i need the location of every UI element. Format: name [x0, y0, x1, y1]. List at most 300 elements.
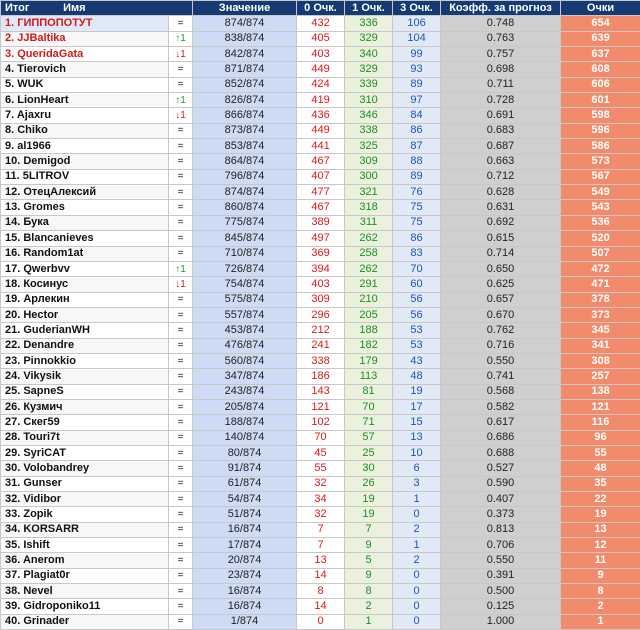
- player-name: 21. GuderianWH: [1, 323, 169, 338]
- coefficient-cell: 0.628: [441, 185, 561, 200]
- zero-points-cell: 369: [297, 246, 345, 261]
- header-value: Значение: [193, 1, 297, 16]
- table-row: [1, 323, 640, 338]
- zero-points-cell: 449: [297, 62, 345, 77]
- trend-indicator: =: [169, 507, 193, 522]
- value-cell: 826/874: [193, 93, 297, 108]
- player-name: 29. SyriCAT: [1, 445, 169, 460]
- three-points-cell: 15: [393, 415, 441, 430]
- one-point-cell: 113: [345, 369, 393, 384]
- points-cell: 520: [561, 231, 640, 246]
- trend-indicator: =: [169, 522, 193, 537]
- value-cell: 860/874: [193, 200, 297, 215]
- points-cell: 96: [561, 430, 640, 445]
- three-points-cell: 56: [393, 292, 441, 307]
- table-row: [1, 77, 640, 92]
- value-cell: 16/874: [193, 522, 297, 537]
- coefficient-cell: 0.683: [441, 123, 561, 138]
- table-row: [1, 384, 640, 399]
- value-cell: 710/874: [193, 246, 297, 261]
- three-points-cell: 104: [393, 31, 441, 46]
- zero-points-cell: 32: [297, 476, 345, 491]
- coefficient-cell: 1.000: [441, 614, 561, 629]
- trend-indicator: ↑1: [169, 93, 193, 108]
- coefficient-cell: 0.125: [441, 599, 561, 614]
- player-name: 6. LionHeart: [1, 93, 169, 108]
- player-name: 18. Косинус: [1, 277, 169, 292]
- coefficient-cell: 0.741: [441, 369, 561, 384]
- value-cell: 842/874: [193, 47, 297, 62]
- player-name: 4. Tierovich: [1, 62, 169, 77]
- points-cell: 11: [561, 553, 640, 568]
- one-point-cell: 210: [345, 292, 393, 307]
- one-point-cell: 2: [345, 599, 393, 614]
- player-name: 8. Chiko: [1, 123, 169, 138]
- coefficient-cell: 0.706: [441, 538, 561, 553]
- coefficient-cell: 0.663: [441, 154, 561, 169]
- points-cell: 138: [561, 384, 640, 399]
- three-points-cell: 3: [393, 476, 441, 491]
- value-cell: 866/874: [193, 108, 297, 123]
- points-cell: 378: [561, 292, 640, 307]
- table-row: [1, 445, 640, 460]
- three-points-cell: 53: [393, 323, 441, 338]
- three-points-cell: 48: [393, 369, 441, 384]
- player-name: 26. Кузмич: [1, 399, 169, 414]
- header-row: [1, 1, 640, 16]
- table-row: [1, 277, 640, 292]
- player-name: 10. Demigod: [1, 154, 169, 169]
- three-points-cell: 0: [393, 568, 441, 583]
- points-cell: 345: [561, 323, 640, 338]
- table-row: [1, 139, 640, 154]
- value-cell: 140/874: [193, 430, 297, 445]
- one-point-cell: 291: [345, 277, 393, 292]
- player-name: 36. Anerom: [1, 553, 169, 568]
- zero-points-cell: 32: [297, 507, 345, 522]
- table-row: [1, 123, 640, 138]
- three-points-cell: 86: [393, 123, 441, 138]
- one-point-cell: 1: [345, 614, 393, 629]
- coefficient-cell: 0.712: [441, 169, 561, 184]
- trend-indicator: =: [169, 399, 193, 414]
- one-point-cell: 182: [345, 338, 393, 353]
- three-points-cell: 87: [393, 139, 441, 154]
- zero-points-cell: 467: [297, 154, 345, 169]
- table-row: [1, 307, 640, 322]
- player-name: 37. Plagiat0r: [1, 568, 169, 583]
- trend-indicator: =: [169, 169, 193, 184]
- zero-points-cell: 309: [297, 292, 345, 307]
- header-total-name: [1, 1, 193, 16]
- trend-indicator: =: [169, 599, 193, 614]
- player-name: 20. Hector: [1, 307, 169, 322]
- trend-indicator: =: [169, 292, 193, 307]
- value-cell: 205/874: [193, 399, 297, 414]
- value-cell: 243/874: [193, 384, 297, 399]
- value-cell: 853/874: [193, 139, 297, 154]
- one-point-cell: 338: [345, 123, 393, 138]
- value-cell: 476/874: [193, 338, 297, 353]
- one-point-cell: 7: [345, 522, 393, 537]
- three-points-cell: 0: [393, 507, 441, 522]
- one-point-cell: 81: [345, 384, 393, 399]
- coefficient-cell: 0.617: [441, 415, 561, 430]
- value-cell: 16/874: [193, 599, 297, 614]
- player-name: 11. 5LITROV: [1, 169, 169, 184]
- one-point-cell: 329: [345, 62, 393, 77]
- points-cell: 598: [561, 108, 640, 123]
- table-row: [1, 415, 640, 430]
- coefficient-cell: 0.728: [441, 93, 561, 108]
- value-cell: 864/874: [193, 154, 297, 169]
- trend-indicator: ↓1: [169, 47, 193, 62]
- zero-points-cell: 212: [297, 323, 345, 338]
- coefficient-cell: 0.407: [441, 492, 561, 507]
- table-row: [1, 200, 640, 215]
- table-row: [1, 292, 640, 307]
- trend-indicator: =: [169, 553, 193, 568]
- player-name: 31. Gunser: [1, 476, 169, 491]
- trend-indicator: ↑1: [169, 31, 193, 46]
- table-row: [1, 476, 640, 491]
- one-point-cell: 179: [345, 353, 393, 368]
- zero-points-cell: 45: [297, 445, 345, 460]
- coefficient-cell: 0.714: [441, 246, 561, 261]
- coefficient-cell: 0.688: [441, 445, 561, 460]
- trend-indicator: =: [169, 215, 193, 230]
- table-row: [1, 353, 640, 368]
- coefficient-cell: 0.550: [441, 353, 561, 368]
- zero-points-cell: 403: [297, 277, 345, 292]
- header-pts0: 0 Очк.: [297, 1, 345, 16]
- points-cell: 35: [561, 476, 640, 491]
- header-coef: Коэфф. за прогноз: [441, 1, 561, 16]
- player-name: 17. Qwerbvv: [1, 261, 169, 276]
- trend-indicator: =: [169, 123, 193, 138]
- points-cell: 637: [561, 47, 640, 62]
- zero-points-cell: 70: [297, 430, 345, 445]
- three-points-cell: 97: [393, 93, 441, 108]
- value-cell: 726/874: [193, 261, 297, 276]
- points-cell: 639: [561, 31, 640, 46]
- coefficient-cell: 0.762: [441, 323, 561, 338]
- points-cell: 471: [561, 277, 640, 292]
- player-name: 27. Скег59: [1, 415, 169, 430]
- player-name: 14. Бука: [1, 215, 169, 230]
- value-cell: 23/874: [193, 568, 297, 583]
- player-name: 2. JJBaltika: [1, 31, 169, 46]
- points-cell: 48: [561, 461, 640, 476]
- three-points-cell: 2: [393, 553, 441, 568]
- table-row: [1, 461, 640, 476]
- zero-points-cell: 8: [297, 584, 345, 599]
- three-points-cell: 99: [393, 47, 441, 62]
- three-points-cell: 0: [393, 584, 441, 599]
- zero-points-cell: 121: [297, 399, 345, 414]
- value-cell: 91/874: [193, 461, 297, 476]
- table-row: [1, 399, 640, 414]
- three-points-cell: 17: [393, 399, 441, 414]
- player-name: 23. Pinnokkio: [1, 353, 169, 368]
- player-name: 34. KORSARR: [1, 522, 169, 537]
- zero-points-cell: 436: [297, 108, 345, 123]
- points-cell: 373: [561, 307, 640, 322]
- one-point-cell: 329: [345, 31, 393, 46]
- header-total: Итог: [5, 2, 29, 14]
- three-points-cell: 43: [393, 353, 441, 368]
- zero-points-cell: 419: [297, 93, 345, 108]
- zero-points-cell: 389: [297, 215, 345, 230]
- points-cell: 507: [561, 246, 640, 261]
- coefficient-cell: 0.568: [441, 384, 561, 399]
- value-cell: 838/874: [193, 31, 297, 46]
- table-row: [1, 215, 640, 230]
- value-cell: 873/874: [193, 123, 297, 138]
- zero-points-cell: 241: [297, 338, 345, 353]
- three-points-cell: 6: [393, 461, 441, 476]
- table-row: [1, 599, 640, 614]
- points-cell: 55: [561, 445, 640, 460]
- points-cell: 536: [561, 215, 640, 230]
- points-cell: 654: [561, 16, 640, 31]
- one-point-cell: 26: [345, 476, 393, 491]
- player-name: 9. al1966: [1, 139, 169, 154]
- player-name: 39. Gidroponiko11: [1, 599, 169, 614]
- player-name: 13. Gromes: [1, 200, 169, 215]
- coefficient-cell: 0.373: [441, 507, 561, 522]
- points-cell: 601: [561, 93, 640, 108]
- one-point-cell: 205: [345, 307, 393, 322]
- trend-indicator: =: [169, 139, 193, 154]
- coefficient-cell: 0.763: [441, 31, 561, 46]
- table-row: [1, 568, 640, 583]
- three-points-cell: 1: [393, 492, 441, 507]
- trend-indicator: =: [169, 415, 193, 430]
- zero-points-cell: 467: [297, 200, 345, 215]
- one-point-cell: 321: [345, 185, 393, 200]
- one-point-cell: 19: [345, 492, 393, 507]
- points-cell: 606: [561, 77, 640, 92]
- points-cell: 308: [561, 353, 640, 368]
- table-row: [1, 261, 640, 276]
- table-row: [1, 62, 640, 77]
- zero-points-cell: 394: [297, 261, 345, 276]
- value-cell: 1/874: [193, 614, 297, 629]
- zero-points-cell: 14: [297, 599, 345, 614]
- player-name: 16. Random1at: [1, 246, 169, 261]
- one-point-cell: 5: [345, 553, 393, 568]
- zero-points-cell: 296: [297, 307, 345, 322]
- player-name: 40. Grinader: [1, 614, 169, 629]
- three-points-cell: 2: [393, 522, 441, 537]
- trend-indicator: =: [169, 246, 193, 261]
- points-cell: 9: [561, 568, 640, 583]
- table-row: [1, 584, 640, 599]
- coefficient-cell: 0.625: [441, 277, 561, 292]
- zero-points-cell: 143: [297, 384, 345, 399]
- trend-indicator: =: [169, 492, 193, 507]
- table-row: [1, 185, 640, 200]
- coefficient-cell: 0.527: [441, 461, 561, 476]
- trend-indicator: =: [169, 476, 193, 491]
- one-point-cell: 57: [345, 430, 393, 445]
- value-cell: 871/874: [193, 62, 297, 77]
- one-point-cell: 262: [345, 261, 393, 276]
- player-name: 5. WUK: [1, 77, 169, 92]
- coefficient-cell: 0.582: [441, 399, 561, 414]
- table-row: [1, 16, 640, 31]
- zero-points-cell: 497: [297, 231, 345, 246]
- zero-points-cell: 407: [297, 169, 345, 184]
- trend-indicator: =: [169, 200, 193, 215]
- player-name: 1. ГИППОПОТУТ: [1, 16, 169, 31]
- header-name: Имя: [63, 2, 85, 14]
- value-cell: 20/874: [193, 553, 297, 568]
- three-points-cell: 84: [393, 108, 441, 123]
- coefficient-cell: 0.813: [441, 522, 561, 537]
- zero-points-cell: 432: [297, 16, 345, 31]
- value-cell: 80/874: [193, 445, 297, 460]
- trend-indicator: =: [169, 353, 193, 368]
- player-name: 32. Vidibor: [1, 492, 169, 507]
- trend-indicator: =: [169, 323, 193, 338]
- table-row: [1, 246, 640, 261]
- trend-indicator: =: [169, 461, 193, 476]
- table-row: [1, 507, 640, 522]
- points-cell: 543: [561, 200, 640, 215]
- value-cell: 347/874: [193, 369, 297, 384]
- header-pts3: 3 Очк.: [393, 1, 441, 16]
- table-row: [1, 108, 640, 123]
- three-points-cell: 89: [393, 77, 441, 92]
- zero-points-cell: 405: [297, 31, 345, 46]
- zero-points-cell: 7: [297, 522, 345, 537]
- three-points-cell: 56: [393, 307, 441, 322]
- player-name: 3. QueridaGata: [1, 47, 169, 62]
- one-point-cell: 9: [345, 538, 393, 553]
- player-name: 33. Zopik: [1, 507, 169, 522]
- player-name: 30. Volobandrey: [1, 461, 169, 476]
- coefficient-cell: 0.670: [441, 307, 561, 322]
- zero-points-cell: 0: [297, 614, 345, 629]
- one-point-cell: 8: [345, 584, 393, 599]
- points-cell: 13: [561, 522, 640, 537]
- one-point-cell: 318: [345, 200, 393, 215]
- coefficient-cell: 0.550: [441, 553, 561, 568]
- three-points-cell: 70: [393, 261, 441, 276]
- three-points-cell: 1: [393, 538, 441, 553]
- coefficient-cell: 0.590: [441, 476, 561, 491]
- value-cell: 17/874: [193, 538, 297, 553]
- player-name: 12. ОтецАлексий: [1, 185, 169, 200]
- trend-indicator: =: [169, 307, 193, 322]
- header-pts1: 1 Очк.: [345, 1, 393, 16]
- table-row: [1, 31, 640, 46]
- value-cell: 796/874: [193, 169, 297, 184]
- value-cell: 54/874: [193, 492, 297, 507]
- player-name: 25. SapneS: [1, 384, 169, 399]
- zero-points-cell: 7: [297, 538, 345, 553]
- value-cell: 874/874: [193, 16, 297, 31]
- player-name: 22. Denandre: [1, 338, 169, 353]
- zero-points-cell: 102: [297, 415, 345, 430]
- trend-indicator: =: [169, 614, 193, 629]
- three-points-cell: 13: [393, 430, 441, 445]
- coefficient-cell: 0.687: [441, 139, 561, 154]
- zero-points-cell: 449: [297, 123, 345, 138]
- points-cell: 121: [561, 399, 640, 414]
- trend-indicator: =: [169, 384, 193, 399]
- trend-indicator: =: [169, 77, 193, 92]
- value-cell: 51/874: [193, 507, 297, 522]
- one-point-cell: 340: [345, 47, 393, 62]
- coefficient-cell: 0.615: [441, 231, 561, 246]
- zero-points-cell: 186: [297, 369, 345, 384]
- coefficient-cell: 0.631: [441, 200, 561, 215]
- player-name: 28. Touri7t: [1, 430, 169, 445]
- one-point-cell: 300: [345, 169, 393, 184]
- table-row: [1, 231, 640, 246]
- trend-indicator: =: [169, 154, 193, 169]
- table-row: [1, 93, 640, 108]
- three-points-cell: 106: [393, 16, 441, 31]
- header-points: Очки: [561, 1, 640, 16]
- points-cell: 19: [561, 507, 640, 522]
- zero-points-cell: 13: [297, 553, 345, 568]
- table-row: [1, 154, 640, 169]
- coefficient-cell: 0.711: [441, 77, 561, 92]
- table-row: [1, 538, 640, 553]
- trend-indicator: ↓1: [169, 108, 193, 123]
- trend-indicator: ↓1: [169, 277, 193, 292]
- one-point-cell: 339: [345, 77, 393, 92]
- player-name: 19. Арлекин: [1, 292, 169, 307]
- three-points-cell: 0: [393, 614, 441, 629]
- one-point-cell: 309: [345, 154, 393, 169]
- one-point-cell: 30: [345, 461, 393, 476]
- table-row: [1, 169, 640, 184]
- three-points-cell: 75: [393, 200, 441, 215]
- player-name: 15. Blancanieves: [1, 231, 169, 246]
- value-cell: 852/874: [193, 77, 297, 92]
- table-row: [1, 522, 640, 537]
- trend-indicator: =: [169, 231, 193, 246]
- player-name: 7. Ajaxru: [1, 108, 169, 123]
- coefficient-cell: 0.686: [441, 430, 561, 445]
- three-points-cell: 0: [393, 599, 441, 614]
- one-point-cell: 188: [345, 323, 393, 338]
- one-point-cell: 25: [345, 445, 393, 460]
- points-cell: 567: [561, 169, 640, 184]
- trend-indicator: =: [169, 430, 193, 445]
- coefficient-cell: 0.691: [441, 108, 561, 123]
- value-cell: 557/874: [193, 307, 297, 322]
- points-cell: 22: [561, 492, 640, 507]
- one-point-cell: 346: [345, 108, 393, 123]
- trend-indicator: =: [169, 584, 193, 599]
- standings-body: [1, 16, 640, 630]
- trend-indicator: =: [169, 185, 193, 200]
- one-point-cell: 258: [345, 246, 393, 261]
- points-cell: 8: [561, 584, 640, 599]
- one-point-cell: 19: [345, 507, 393, 522]
- points-cell: 116: [561, 415, 640, 430]
- three-points-cell: 75: [393, 215, 441, 230]
- player-name: 24. Vikysik: [1, 369, 169, 384]
- trend-indicator: =: [169, 62, 193, 77]
- trend-indicator: =: [169, 16, 193, 31]
